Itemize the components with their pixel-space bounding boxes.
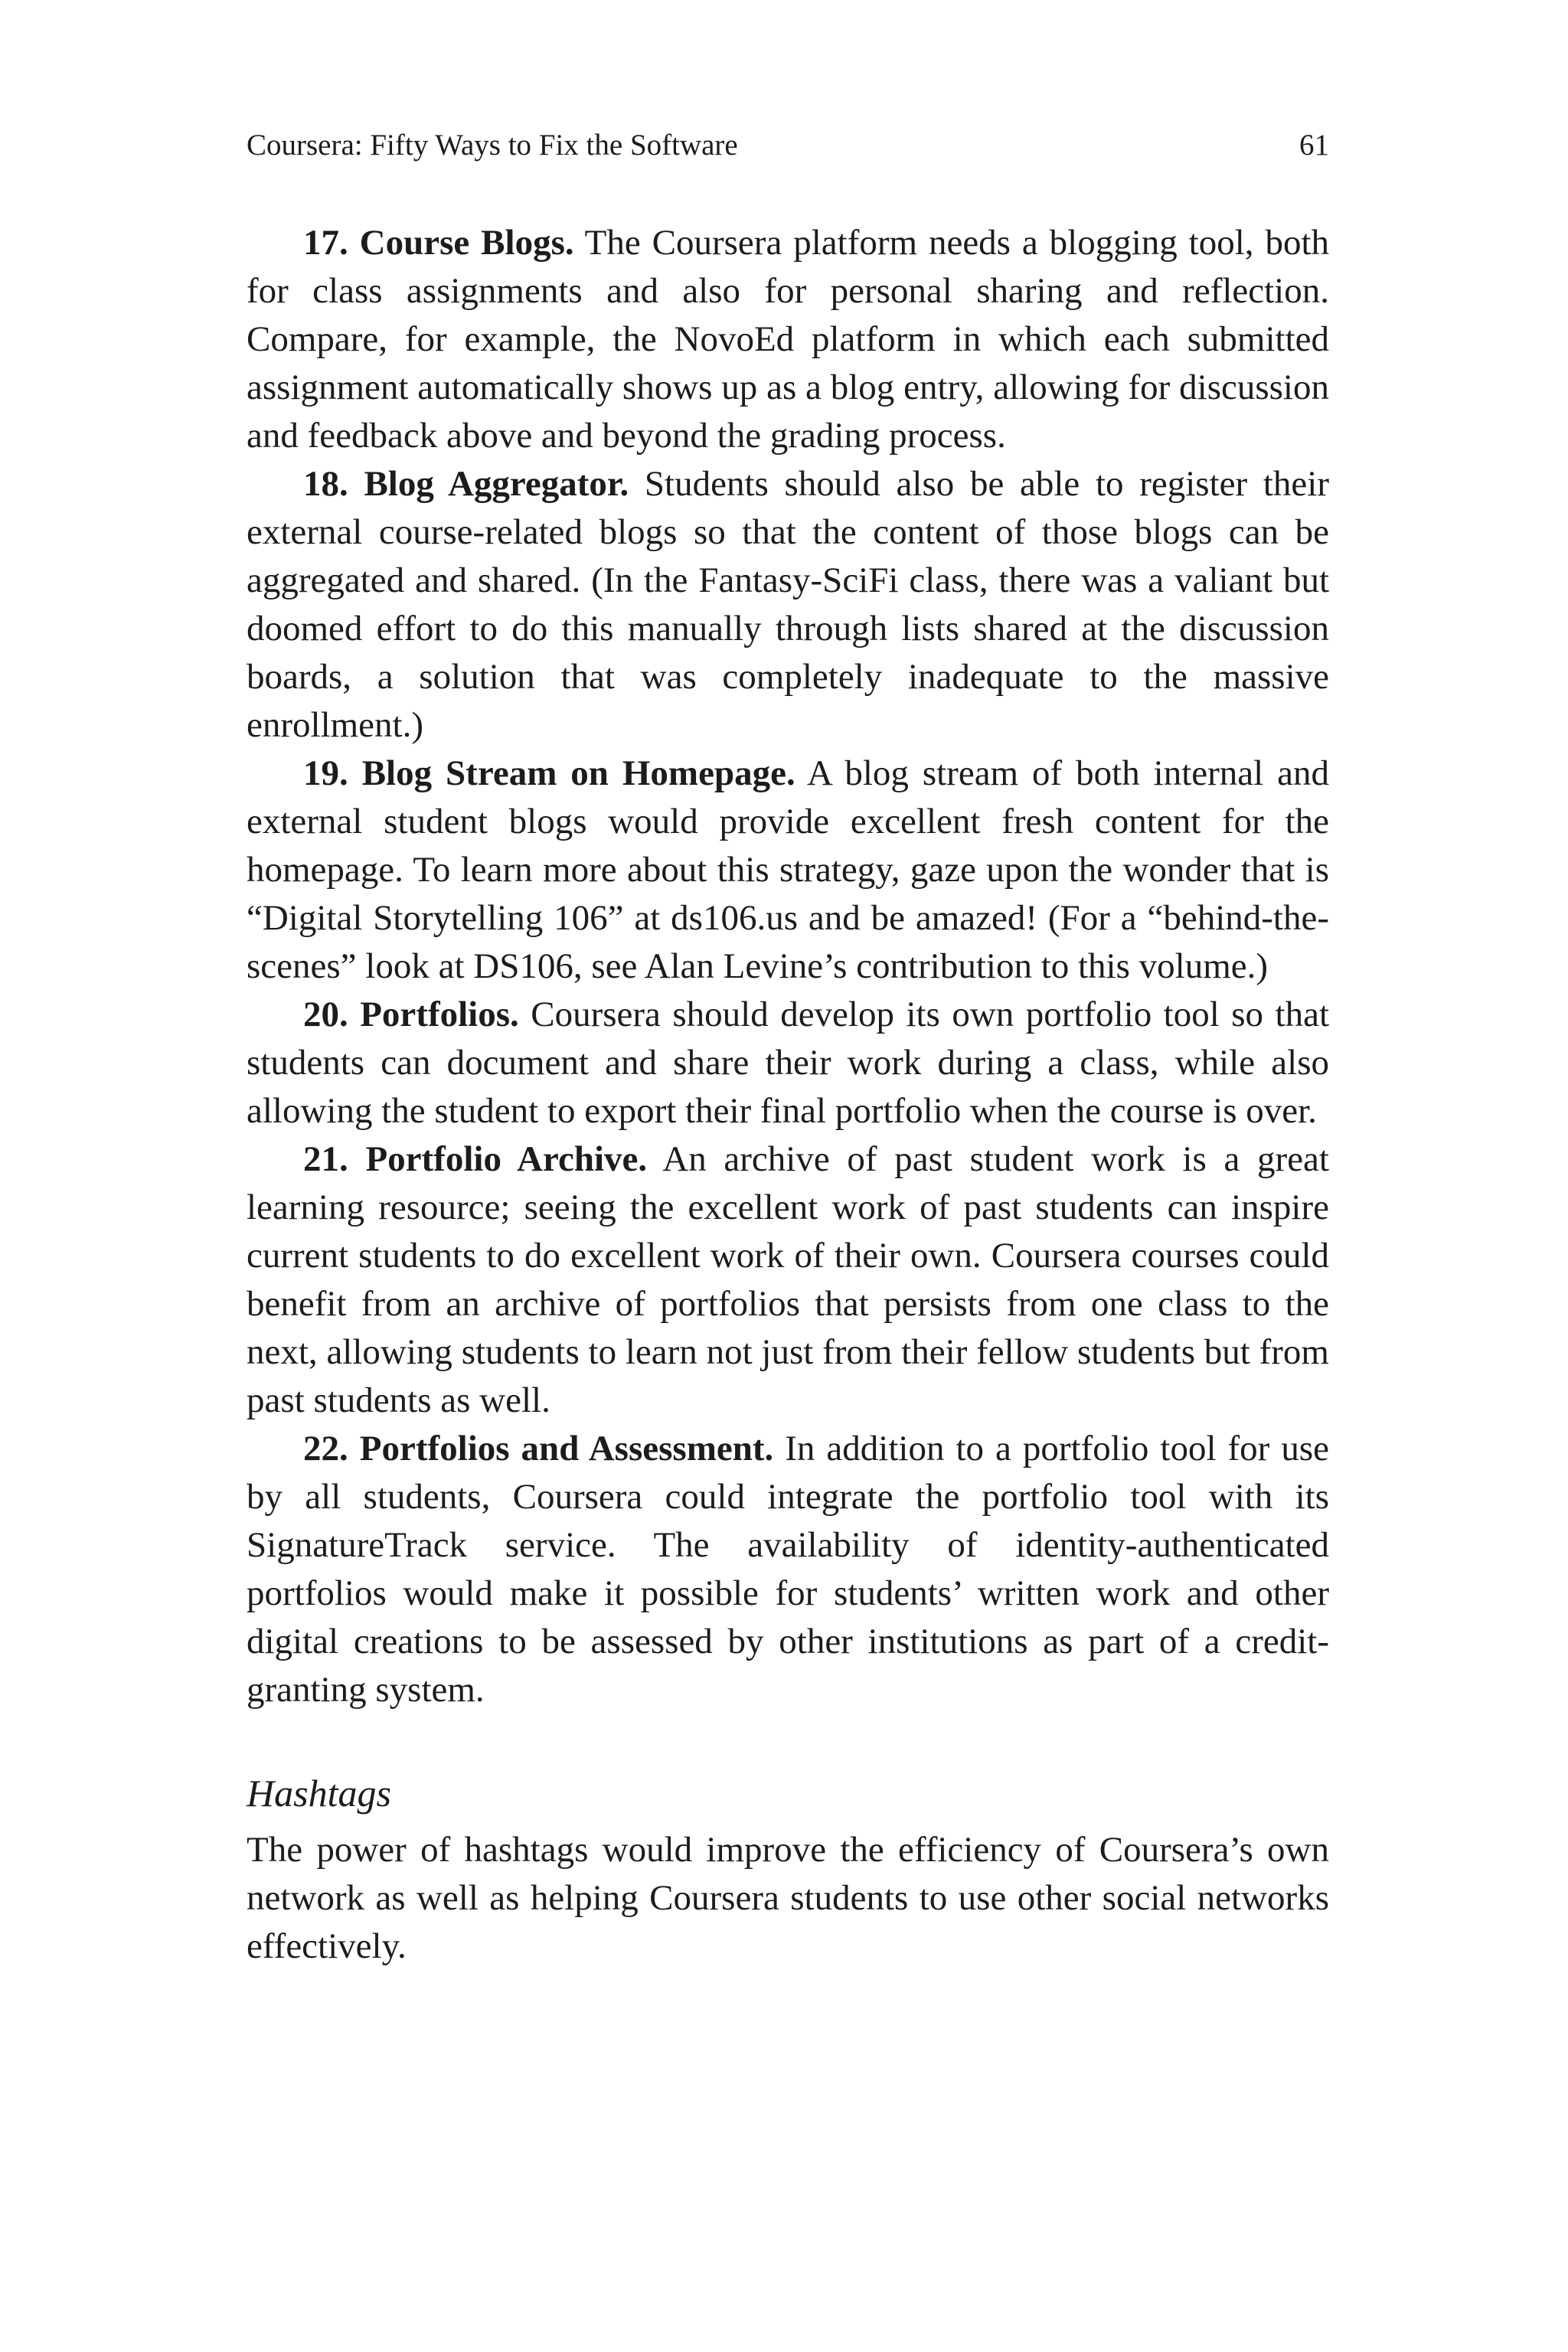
section-heading: Hashtags [247,1772,391,1815]
item-text: An archive of past student work is a great learning resource; seeing the excellent work of past students can inspire current students to do excellent work of their own. Coursera courses could benefit from an archive of portfolios that persists from one class to the next, allowing students to learn not just from their fellow students but from past students as well. [247,1139,1329,1420]
item-title: 22. Portfolios and Assessment. [303,1429,774,1468]
item-text: In addition to a portfolio tool for use by all students, Coursera could integrate the portfolio tool with its SignatureTrack service. The availability of identity-authenticated portfolios would make it possible for students’ written work and other digital creations to be assessed by other institutions as part of a credit-granting system. [247,1429,1329,1710]
list-item-22 [247,1425,1329,1714]
list-item-20 [247,991,1329,1135]
item-title: 19. Blog Stream on Homepage. [303,753,795,793]
list-item-21 [247,1135,1329,1425]
list-item-17 [247,219,1329,460]
page-number: 61 [1299,129,1329,162]
item-title: 17. Course Blogs. [303,223,574,263]
running-title: Coursera: Fifty Ways to Fix the Software [247,129,738,162]
body-text [247,219,1329,1971]
item-title: 21. Portfolio Archive. [303,1139,648,1179]
item-text: The Coursera platform needs a blogging tool, both for class assignments and also for personal sharing and reflection. Compare, for example, the NovoEd platform in which each submitted assignment automatically shows up as a blog entry, allowing for discussion and feedback above and beyond the grading process. [247,223,1329,456]
item-title: 18. Blog Aggregator. [303,464,629,504]
item-text: A blog stream of both internal and external student blogs would provide excellent fresh content for the homepage. To learn more about this strategy, gaze upon the wonder that is “Digital Storytelling 106” at ds106.us and be amazed! (For a “behind-the-scenes” look at DS106, see Alan Levine’s contribution to this volume.) [247,753,1329,986]
list-item-19 [247,750,1329,991]
section-paragraph: The power of hashtags would improve the efficiency of Coursera’s own network as well as helping Coursera students to use other social networks effectively. [247,1830,1329,1966]
list-item-18 [247,460,1329,750]
item-text: Coursera should develop its own portfolio tool so that students can document and share their work during a class, while also allowing the student to export their final portfolio when the course is over. [247,995,1329,1131]
item-title: 20. Portfolios. [303,995,519,1034]
item-text: Students should also be able to register their external course-related blogs so that the content of those blogs can be aggregated and shared. (In the Fantasy-SciFi class, there was a valiant but doomed effort to do this manually through lists shared at the discussion boards, a solution that was completely inadequate to the massive enrollment.) [247,464,1329,745]
running-header [247,124,1329,167]
